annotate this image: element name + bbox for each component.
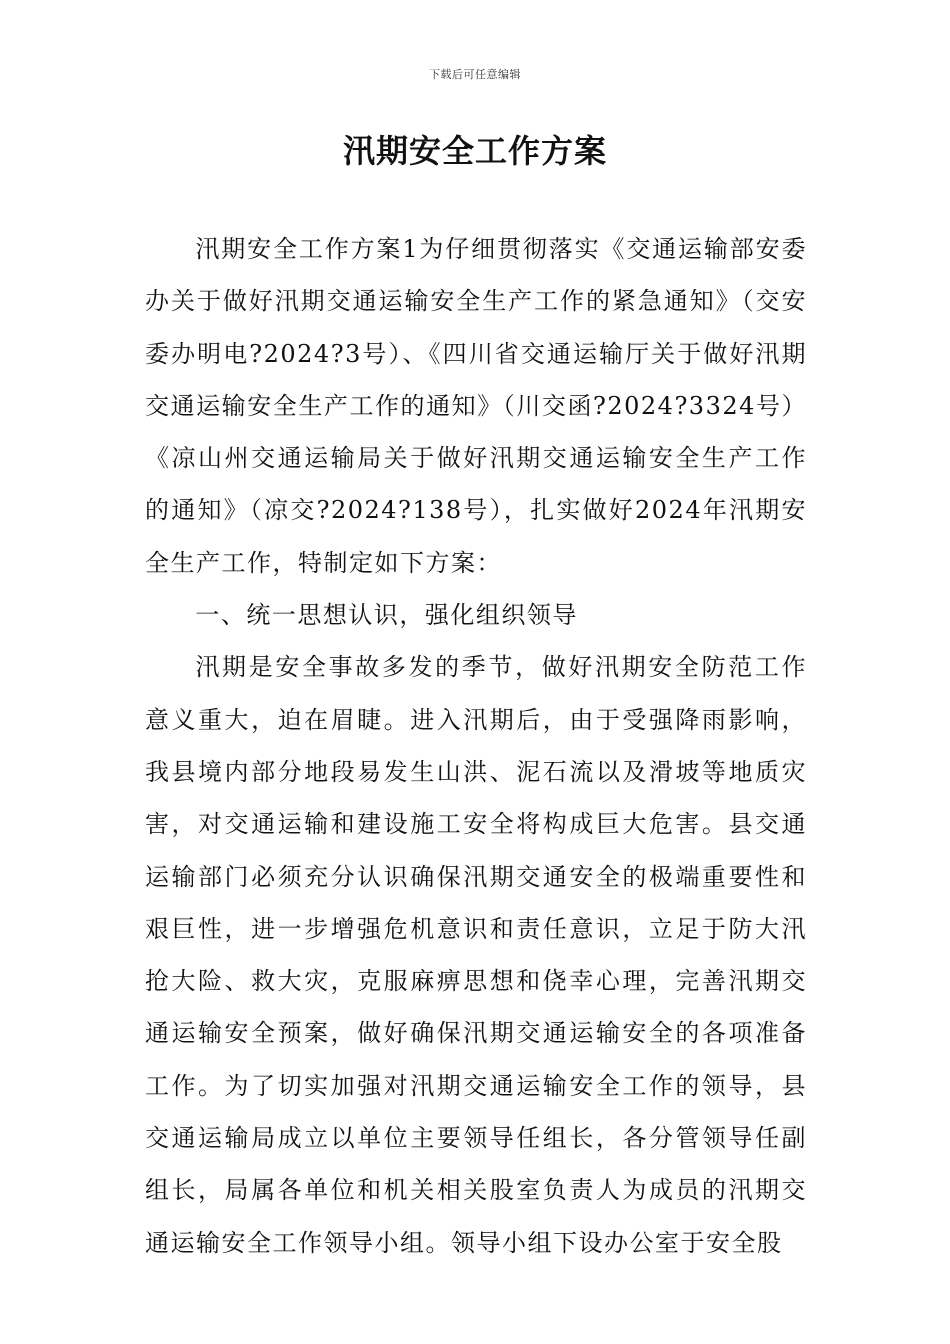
body-paragraph: 汛期是安全事故多发的季节，做好汛期安全防范工作意义重大，迫在眉睫。进入汛期后，由于受强降雨影响，我县境内部分地段易发生山洪、泥石流以及滑坡等地质灾害，对交通运输和建设施工安全将构成巨大危害。县交通运输部门必须充分认识确保汛期交通安全的极端重要性和艰巨性，进一步增强危机意识和责任意识，立足于防大汛抢大险、救大灾，克服麻痹思想和侥幸心理，完善汛期交通运输安全预案，做好确保汛期交通运输安全的各项准备工作。为了切实加强对汛期交通运输安全工作的领导，县交通运输局成立以单位主要领导任组长，各分管领导任副组长，局属各单位和机关相关股室负责人为成员的汛期交通运输安全工作领导小组。领导小组下设办公室于安全股 bbox=[145, 653, 807, 1257]
document-body bbox=[145, 223, 807, 1269]
document-title: 汛期安全工作方案 bbox=[342, 132, 607, 170]
section-heading: 一、统一思想认识，强化组织领导 bbox=[195, 601, 578, 630]
header-note: 下载后可任意编辑 bbox=[429, 68, 521, 81]
intro-paragraph: 汛期安全工作方案1为仔细贯彻落实《交通运输部安委办关于做好汛期交通运输安全生产工作的紧急通知》（交安委办明电?2024?3号）、《四川省交通运输厅关于做好汛期交通运输安全生产工作的通知》（川交函?2024?3324号）《凉山州交通运输局关于做好汛期交通运输安全生产工作的通知》（凉交?2024?138号），扎实做好2024年汛期安全生产工作，特制定如下方案： bbox=[145, 235, 807, 577]
